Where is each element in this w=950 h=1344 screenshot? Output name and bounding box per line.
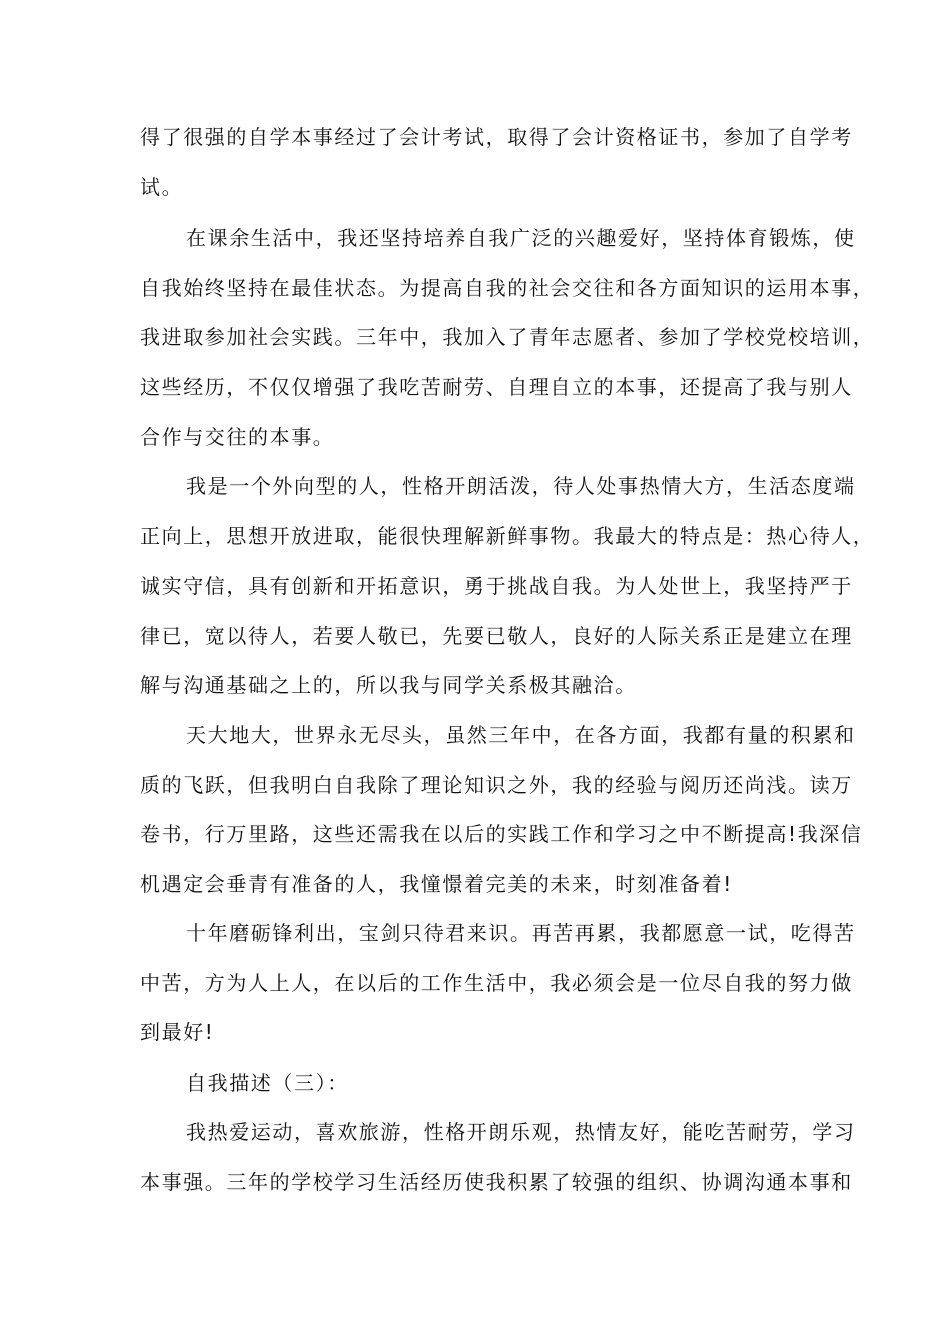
text-line: 试。 bbox=[140, 175, 184, 199]
text-line: 这些经历，不仅仅增强了我吃苦耐劳、自理自立的本事，还提高了我与别人 bbox=[140, 375, 853, 399]
text-line: 解与沟通基础之上的，所以我与同学关系极其融洽。 bbox=[140, 673, 637, 697]
text-line: 本事强。三年的学校学习生活经历使我积累了较强的组织、协调沟通本事和 bbox=[140, 1170, 853, 1194]
text-line: 机遇定会垂青有准备的人，我憧憬着完美的未来，时刻准备着! bbox=[140, 872, 733, 896]
text-line: 律已，宽以待人，若要人敬已，先要已敬人，良好的人际关系正是建立在理 bbox=[140, 624, 853, 648]
text-line: 正向上，思想开放进取，能很快理解新鲜事物。我最大的特点是：热心待人， bbox=[140, 524, 875, 548]
paragraph-first-line: 十年磨砺锋利出，宝剑只待君来识。再苦再累，我都愿意一试，吃得苦 bbox=[186, 921, 856, 945]
text-line: 质的飞跃，但我明白自我除了理论知识之外，我的经验与阅历还尚浅。读万 bbox=[140, 773, 853, 797]
text-line: 自我始终坚持在最佳状态。为提高自我的社会交往和各方面知识的运用本事， bbox=[140, 276, 875, 300]
paragraph-first-line: 天大地大，世界永无尽头，虽然三年中，在各方面，我都有量的积累和 bbox=[186, 723, 856, 747]
text-line: 到最好! bbox=[140, 1020, 215, 1044]
paragraph-first-line: 我热爱运动，喜欢旅游，性格开朗乐观，热情友好，能吃苦耐劳，学习 bbox=[186, 1120, 856, 1144]
text-line: 合作与交往的本事。 bbox=[140, 425, 335, 449]
text-line: 我进取参加社会实践。三年中，我加入了青年志愿者、参加了学校党校培训， bbox=[140, 325, 875, 349]
paragraph-first-line: 我是一个外向型的人，性格开朗活泼，待人处事热情大方，生活态度端 bbox=[186, 474, 856, 498]
section-heading: 自我描述（三）： bbox=[186, 1071, 349, 1095]
text-line: 得了很强的自学本事经过了会计考试，取得了会计资格证书，参加了自学考 bbox=[140, 125, 853, 149]
paragraph-first-line: 在课余生活中，我还坚持培养自我广泛的兴趣爱好，坚持体育锻炼，使 bbox=[186, 226, 856, 250]
text-line: 诚实守信，具有创新和开拓意识，勇于挑战自我。为人处世上，我坚持严于 bbox=[140, 574, 853, 598]
text-line: 中苦，方为人上人，在以后的工作生活中，我必须会是一位尽自我的努力做 bbox=[140, 971, 853, 995]
text-line: 卷书，行万里路，这些还需我在以后的实践工作和学习之中不断提高!我深信 bbox=[140, 822, 863, 846]
